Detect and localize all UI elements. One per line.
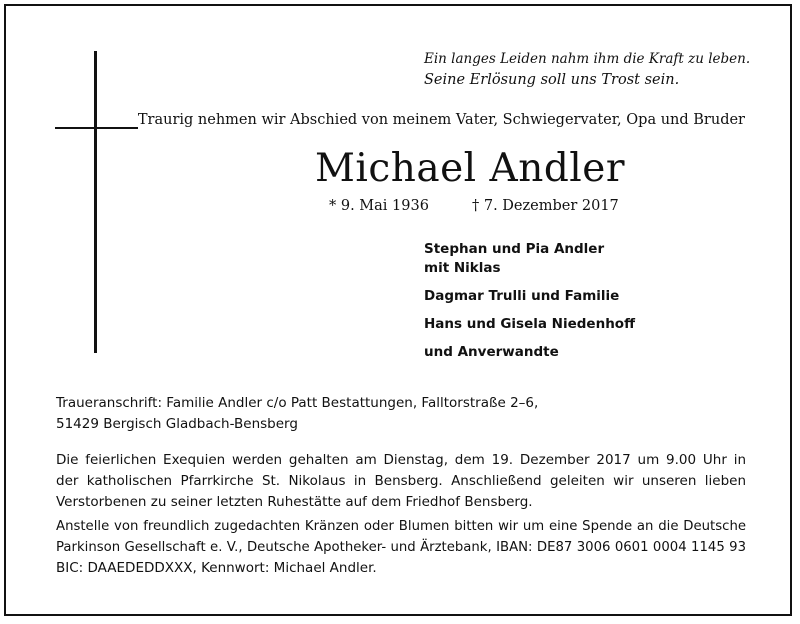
mourner-1: Stephan und Pia Andler [424, 241, 605, 257]
death-date: † 7. Dezember 2017 [472, 198, 619, 214]
quote-line-1: Ein langes Leiden nahm ihm die Kraft zu leben. [424, 51, 751, 67]
service-line-2: der katholischen Pfarrkirche St. Nikolaus in Bensberg. Anschließend geleiten wir unseren lieben [56, 473, 746, 489]
mourner-3: Dagmar Trulli und Familie [424, 288, 620, 304]
donation-line-3: BIC: DAAEDEDDXXX, Kennwort: Michael Andler. [56, 560, 377, 576]
service-line-1: Die feierlichen Exequien werden gehalten am Dienstag, dem 19. Dezember 2017 um 9.00 Uhr in [56, 452, 746, 468]
cross-vertical-bar [94, 51, 97, 353]
mourner-5: und Anverwandte [424, 344, 559, 360]
service-info [56, 450, 746, 513]
intro-text: Traurig nehmen wir Abschied von meinem Vater, Schwiegervater, Opa und Bruder [137, 112, 745, 128]
birth-date: * 9. Mai 1936 [329, 198, 429, 214]
quote-line-2: Seine Erlösung soll uns Trost sein. [424, 72, 680, 88]
mourners-list [424, 240, 635, 362]
mourner-2: mit Niklas [424, 260, 501, 276]
mourning-address [56, 393, 746, 435]
quote [424, 49, 750, 91]
donation-info [56, 516, 746, 579]
service-line-3: Verstorbenen zu seiner letzten Ruhestätte auf dem Friedhof Bensberg. [56, 494, 533, 510]
cross-horizontal-bar [55, 127, 138, 129]
address-line-1: Traueranschrift: Familie Andler c/o Patt Bestattungen, Falltorstraße 2–6, [56, 395, 539, 411]
deceased-name: Michael Andler [314, 146, 625, 191]
donation-line-1: Anstelle von freundlich zugedachten Kränzen oder Blumen bitten wir um eine Spende an die Deutsche [56, 519, 746, 534]
address-line-2: 51429 Bergisch Gladbach-Bensberg [56, 416, 298, 432]
donation-line-2: Parkinson Gesellschaft e. V., Deutsche Apotheker- und Ärztebank, IBAN: DE87 3006 0601 0004 1145 93 [56, 540, 746, 555]
mourner-4: Hans und Gisela Niedenhoff [424, 316, 636, 332]
